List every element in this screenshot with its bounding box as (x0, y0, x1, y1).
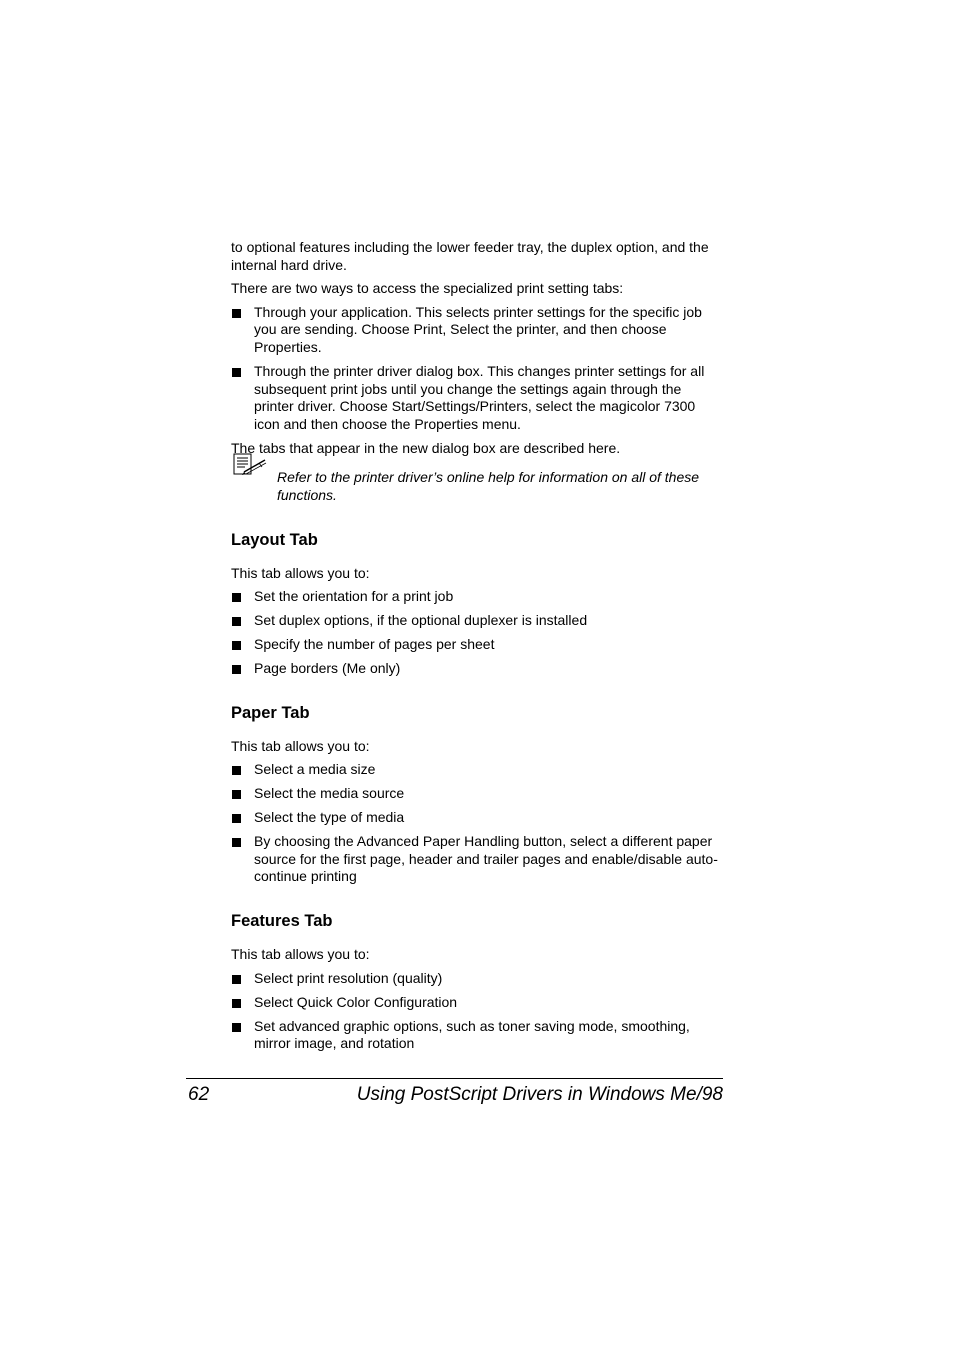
note-text: Refer to the printer driver’s online help for information on all of these functions. (277, 469, 700, 503)
page-content (231, 239, 723, 1059)
list-item (231, 761, 723, 779)
list-item-text: Page borders (Me only) (254, 660, 401, 677)
list-item-text: Set the orientation for a print job (254, 588, 454, 605)
list-item (231, 994, 723, 1012)
square-bullet-icon (232, 617, 241, 626)
ways-intro: There are two ways to access the specialized print setting tabs: (231, 280, 624, 297)
square-bullet-icon (232, 368, 241, 377)
square-bullet-icon (232, 1023, 241, 1032)
square-bullet-icon (232, 309, 241, 318)
square-bullet-icon (232, 665, 241, 674)
footer-title: Using PostScript Drivers in Windows Me/98 (356, 1084, 723, 1105)
tabs-described: The tabs that appear in the new dialog box are described here. (231, 439, 621, 456)
note (231, 469, 723, 504)
list-item-text: Set duplex options, if the optional duplexer is installed (254, 612, 588, 629)
list-item (231, 363, 723, 433)
square-bullet-icon (232, 999, 241, 1008)
list-item (231, 304, 723, 357)
list-item-text: Select print resolution (quality) (254, 969, 443, 986)
square-bullet-icon (232, 790, 241, 799)
features-tab-list (231, 970, 723, 1053)
list-item (231, 1018, 723, 1053)
list-item-text: Select Quick Color Configuration (254, 993, 458, 1010)
list-item (231, 636, 723, 654)
list-item (231, 833, 723, 886)
paper-tab-list (231, 761, 723, 886)
layout-tab-list (231, 588, 723, 678)
square-bullet-icon (232, 766, 241, 775)
features-tab-heading: Features Tab (231, 911, 333, 930)
list-item (231, 588, 723, 606)
note-pencil-icon (232, 453, 268, 477)
list-item-text: Select a media size (254, 761, 376, 778)
list-item (231, 660, 723, 678)
list-item-text: Set advanced graphic options, such as toner saving mode, smoothing, mirror image, and rotation (254, 1017, 690, 1052)
square-bullet-icon (232, 814, 241, 823)
list-item (231, 809, 723, 827)
paper-tab-intro: This tab allows you to: (231, 737, 370, 754)
list-item-text: By choosing the Advanced Paper Handling button, select a different paper source for the first page, header and trailer pages and enable/disable auto-continue printing (254, 833, 718, 885)
list-item-text: Through your application. This selects printer settings for the specific job you are sending. Choose Print, Select the printer, and then choose Properties. (254, 303, 702, 355)
square-bullet-icon (232, 838, 241, 847)
square-bullet-icon (232, 641, 241, 650)
list-item-text: Specify the number of pages per sheet (254, 636, 495, 653)
list-item (231, 785, 723, 803)
layout-tab-intro: This tab allows you to: (231, 564, 370, 581)
list-item (231, 970, 723, 988)
ways-list (231, 304, 723, 434)
list-item-text: Through the printer driver dialog box. This changes printer settings for all subsequent print jobs until you change the settings again through the printer driver. Choose Start/Settings/Printers, select the magicolor 7300 icon and then choose the Properties menu. (254, 362, 705, 432)
square-bullet-icon (232, 975, 241, 984)
list-item-text: Select the type of media (254, 809, 405, 826)
square-bullet-icon (232, 593, 241, 602)
list-item-text: Select the media source (254, 785, 405, 802)
list-item (231, 612, 723, 630)
page-footer (186, 1078, 723, 1106)
layout-tab-heading: Layout Tab (231, 530, 318, 549)
paper-tab-heading: Paper Tab (231, 703, 310, 722)
intro-continuation: to optional features including the lower feeder tray, the duplex option, and the internal hard drive. (231, 239, 709, 273)
features-tab-intro: This tab allows you to: (231, 945, 370, 962)
page-number: 62 (188, 1084, 210, 1105)
